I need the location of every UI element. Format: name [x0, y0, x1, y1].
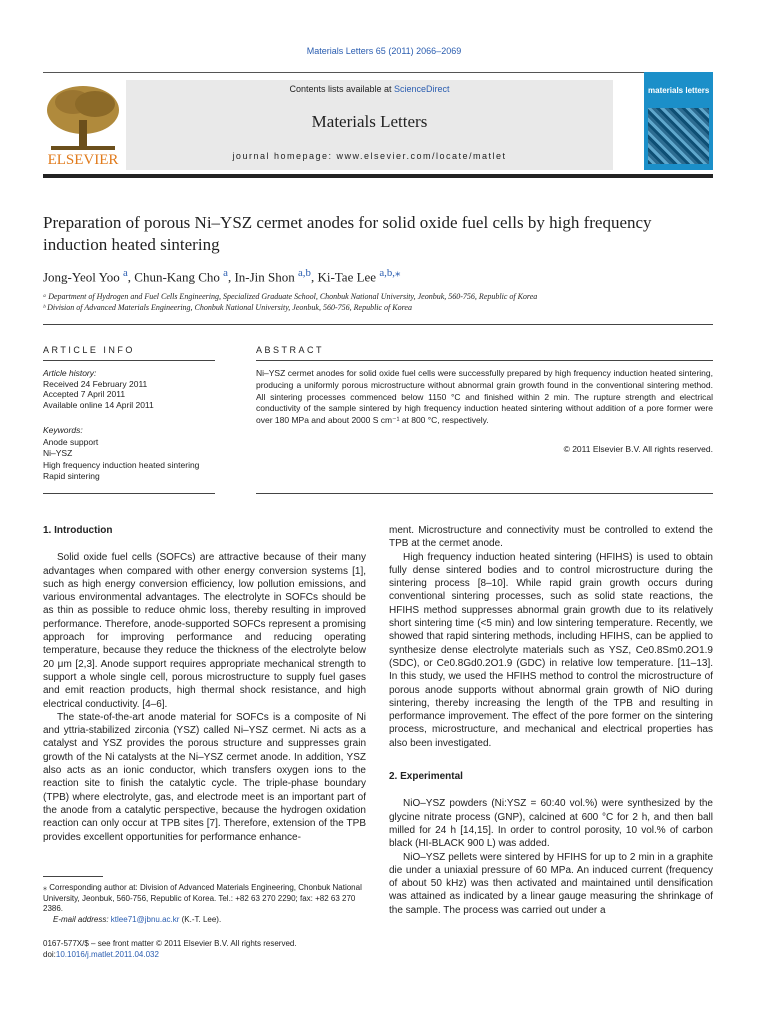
journal-masthead	[126, 80, 613, 170]
author-affil-sup[interactable]: a	[122, 267, 128, 279]
author-name: In-Jin Shon	[234, 269, 295, 285]
history-received: Received 24 February 2011	[43, 378, 148, 389]
paragraph: High frequency induction heated sintering (HFIHS) is used to obtain fully dense sintered bodies and to control microstructure during the sintering process [8–10]. While rapid grain growth occurs during conventional sintering processes, such as solid state reactions, the HFIHS method suppresses abnormal grain growth due to its relatively short sintering time (<5 min) and low sintering temperature. Recently, we showed that rapid sintering methods, including HFIHS, can be applied to synthesize dense electrolyte materials such as YSZ, Ce0.8Sm0.2O1.9 (SDC), or Ce0.8Gd0.2O1.9 (GDC) in relative low temperature. [11–13]. In this study, we used the HFIHS method to control the microstructure of porous anode supports without abnormal grain growth of NiO during sintering, thereby increasing the length of the TPB and resulting in performance improvement. The effect of the pore former on the sintering process, microstructure, and mechanical and electrical properties has also been investigated.	[389, 551, 713, 749]
footnote-rule	[43, 876, 103, 877]
affiliation-b: ᵇ Division of Advanced Materials Engineering, Chonbuk National University, Jeonbuk, 560-756, Republic of Korea	[43, 303, 412, 312]
divider	[43, 324, 713, 325]
cover-title: materials letters	[648, 86, 710, 95]
affiliations	[43, 291, 713, 313]
history-label: Article history:	[43, 368, 97, 378]
elsevier-wordmark: ELSEVIER	[47, 152, 119, 168]
corresponding-text: ⁎ Corresponding author at: Division of Advanced Materials Engineering, Chonbuk National University, Jeonbuk, 560-756, Republic of Korea. Tel.: +82 63 270 2290; fax: +82 63 270 2386.	[43, 883, 362, 913]
paragraph: Solid oxide fuel cells (SOFCs) are attractive because of their many advantages when compared with other energy conversion systems [1], such as high energy conversion efficiency, low pollution emissions, and various environmental advantages. The electrolyte in SOFCs should be as thin as possible to reduce ohmic loss, thereby resulting in improved performance. Therefore, anode-supported SOFCs represent a promising approach for improving performance and reducing operating temperature, because they reduce the thickness of the electrolyte below 20 μm [2,3]. Anode support requires appropriate mechanical strength to support a whole single cell, porous microstructure to supply fuel gases and emit reaction products, high thermal shock resistance, and high electrical conductivity. [4–6].	[43, 552, 366, 710]
section-heading: 2. Experimental	[389, 771, 463, 783]
email-link[interactable]: ktlee71@jbnu.ac.kr	[110, 914, 180, 924]
journal-name: Materials Letters	[311, 112, 428, 131]
abstract-text: Ni–YSZ cermet anodes for solid oxide fuel cells were successfully prepared by high frequency induction heated sintering, producing a uniformly porous microstructure without abnormal grain growth found in the conventional sintering method. All sintering processes commenced below 1150 °C and finished within 2 min. The rupture strength and electrical conductivity of the sample sintered by high frequency induction heated sintering without addition of a pore former were over 180 MPa and about 2000 S cm⁻¹ at 800 °C, respectively.	[256, 368, 713, 426]
paragraph: NiO–YSZ pellets were sintered by HFIHS for up to 2 min in a graphite die under a uniaxial pressure of 60 MPa. An induced current (frequency of about 50 kHz) was then activated and maintained until densification was attained as indicated by a linear gauge measuring the shrinkage of the sample. The process was carried out under a	[389, 851, 713, 916]
email-suffix: (K.-T. Lee).	[179, 914, 222, 924]
body-column-right	[389, 524, 713, 917]
front-matter-info	[43, 938, 366, 960]
paragraph: The state-of-the-art anode material for SOFCs is a composite of Ni and yttria-stabilized zirconia (YSZ) called Ni–YSZ cermet. Ni acts as a catalyst and YSZ provides the porous structure and suppresses grain growth of the Ni catalysts at the Ni–YSZ cermet anode. In addition, YSZ also acts as an ionic conductor, which transfers oxygen ions to the reaction site to finish the catalytic cycle. The triple-phase boundary (TPB) where electrolyte, gas, and electrode meet is an important part of the anode from a catalytic perspective, because the hydrogen oxidation reaction can only occur at TPB sites [7]. Therefore, extension of the TPB provides excellent opportunities for performance enhance-	[43, 711, 366, 843]
divider	[256, 360, 713, 361]
divider	[43, 493, 215, 494]
doi-link[interactable]: 10.1016/j.matlet.2011.04.032	[55, 950, 159, 959]
keyword: High frequency induction heated sintering	[43, 459, 200, 470]
author-affil-sup[interactable]: a	[223, 267, 228, 279]
journal-cover	[644, 72, 713, 170]
cover-image	[648, 108, 709, 164]
author-name: Chun-Kang Cho	[134, 269, 220, 285]
email-label: E-mail address:	[53, 914, 111, 924]
author-list: Jong-Yeol Yoo $^a$, Chun-Kang Cho $^a$, In-Jin Shon $^{a,b}$, Ki-Tae Lee $^{a,b,⁎}$	[43, 267, 401, 285]
abstract-heading: ABSTRACT	[256, 345, 325, 355]
doi-label: doi:	[43, 950, 56, 959]
keyword: Rapid sintering	[43, 471, 100, 481]
history-online: Available online 14 April 2011	[43, 399, 154, 410]
elsevier-tree-icon	[43, 80, 123, 170]
author-name: Ki-Tae Lee	[317, 269, 377, 285]
keywords-label: Keywords:	[43, 425, 83, 435]
history-accepted: Accepted 7 April 2011	[43, 389, 126, 399]
divider	[43, 360, 215, 361]
sciencedirect-link[interactable]: ScienceDirect	[394, 84, 450, 94]
article-history	[43, 368, 243, 410]
issn-line: 0167-577X/$ – see front matter © 2011 Elsevier B.V. All rights reserved.	[43, 939, 297, 948]
journal-homepage[interactable]: journal homepage: www.elsevier.com/locate/matlet	[232, 151, 507, 161]
elsevier-logo	[43, 80, 123, 170]
contents-line	[126, 84, 613, 94]
divider	[256, 493, 713, 494]
abstract-copyright: © 2011 Elsevier B.V. All rights reserved.	[563, 444, 713, 454]
doi-line	[43, 949, 366, 960]
article-info-heading: ARTICLE INFO	[43, 345, 135, 355]
keyword: Anode support	[43, 436, 99, 447]
paragraph: NiO–YSZ powders (Ni:YSZ = 60:40 vol.%) were synthesized by the glycine nitrate process (GNP), calcined at 600 °C for 2 h, and then ball milled for 24 h [14,15]. In order to control porosity, 10 vol.% of carbon black (HI-BLACK 900 L) was added.	[389, 798, 713, 850]
contents-prefix: Contents lists available at	[289, 84, 395, 94]
author-affil-sup[interactable]: a,b	[298, 267, 311, 279]
email-line	[43, 915, 366, 926]
author-name: Jong-Yeol Yoo	[43, 269, 120, 285]
header-top-rule	[43, 72, 713, 73]
keyword: Ni–YSZ	[43, 448, 73, 458]
body-column-left	[43, 524, 366, 844]
corresponding-author-footnote	[43, 883, 366, 925]
journal-citation[interactable]: Materials Letters 65 (2011) 2066–2069	[306, 46, 462, 56]
header-bottom-rule	[43, 174, 713, 178]
affiliation-a: ᵃ Department of Hydrogen and Fuel Cells Engineering, Specialized Graduate School, Chonbuk National University, Jeonbuk, 560-756, Republic of Korea	[43, 292, 538, 301]
author-affil-sup[interactable]: a,b,⁎	[379, 267, 401, 279]
keywords	[43, 425, 243, 483]
paragraph: ment. Microstructure and connectivity must be controlled to extend the TPB at the cermet anode.	[389, 525, 713, 550]
section-heading: 1. Introduction	[43, 525, 113, 536]
article-title: Preparation of porous Ni–YSZ cermet anodes for solid oxide fuel cells by high frequency induction heated sintering	[43, 213, 652, 254]
